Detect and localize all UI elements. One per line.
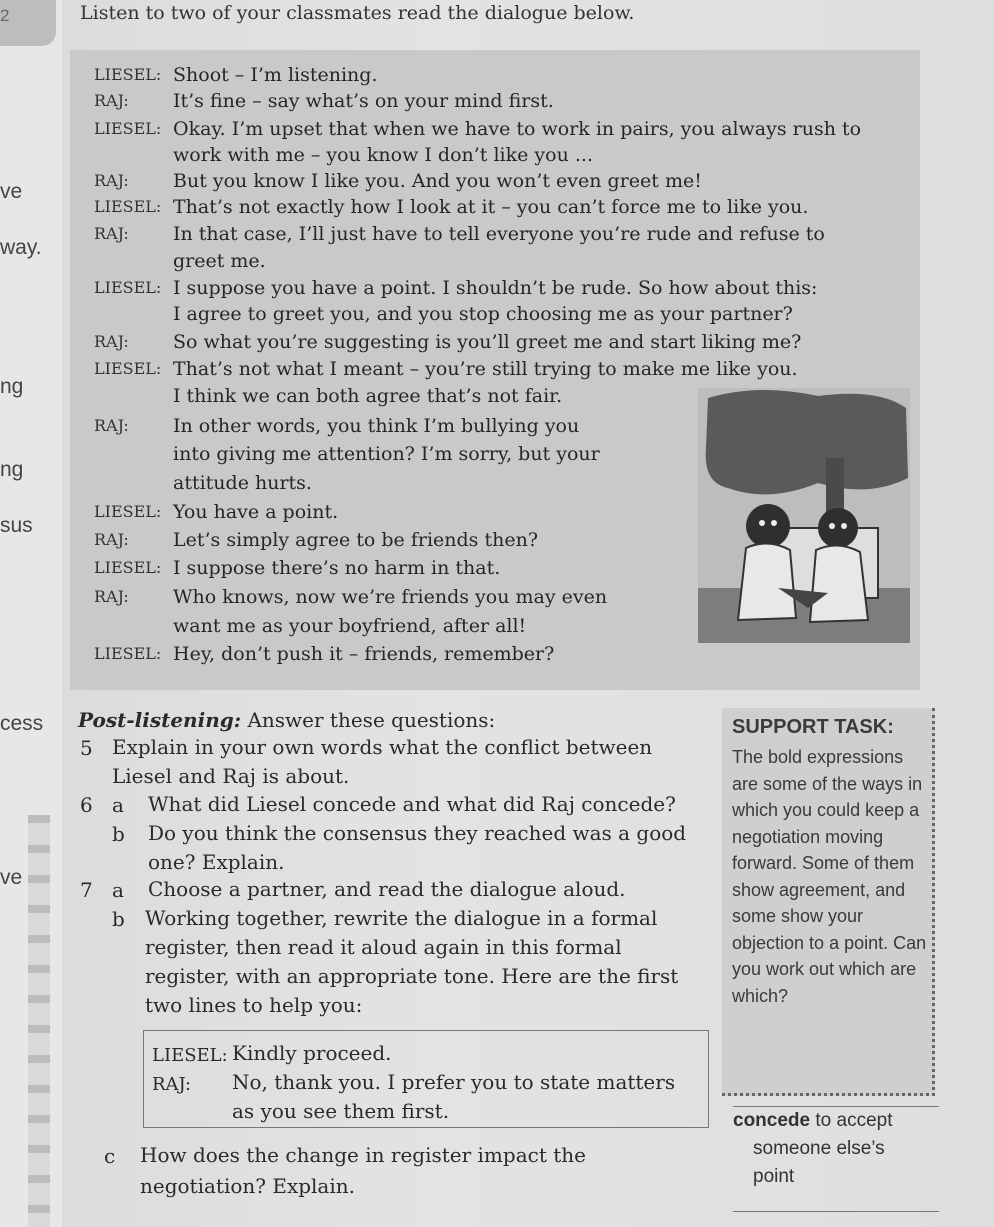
speaker-label: LIESEL:: [94, 359, 162, 378]
question-letter: b: [112, 822, 125, 846]
speech-line: Okay. I’m upset that when we have to work in pairs, you always rush to: [173, 118, 862, 140]
speaker-label: RAJ:: [152, 1074, 192, 1095]
speech-line: Shoot – I’m listening.: [173, 64, 378, 86]
speaker-label: LIESEL:: [94, 644, 162, 663]
students-under-tree-illustration: [698, 388, 910, 643]
speech-line: work with me – you know I don’t like you ...: [173, 144, 593, 166]
speech-line: So what you’re suggesting is you’ll greet me and start liking me?: [173, 331, 802, 353]
question-6b-line: one? Explain.: [148, 850, 285, 874]
speaker-label: RAJ:: [94, 91, 129, 110]
speech-line: You have a point.: [173, 501, 339, 523]
speaker-label: LIESEL:: [152, 1045, 228, 1066]
speaker-label: LIESEL:: [94, 65, 162, 84]
margin-fragment: ve: [0, 866, 23, 889]
margin-fragment: way.: [0, 236, 42, 259]
support-task-title: SUPPORT TASK:: [732, 716, 894, 738]
example-line: Kindly proceed.: [232, 1041, 392, 1065]
speech-line: That’s not exactly how I look at it – you can’t force me to like you.: [173, 196, 809, 218]
margin-fragment: ng: [0, 458, 24, 481]
question-6b-line: Do you think the consensus they reached was a good: [148, 821, 687, 845]
question-number: 6: [80, 793, 93, 817]
question-7b-line: Working together, rewrite the dialogue in a formal: [145, 906, 658, 930]
speech-line: greet me.: [173, 250, 266, 272]
question-7a: Choose a partner, and read the dialogue aloud.: [148, 877, 626, 901]
question-number: 7: [80, 878, 93, 902]
glossary-box: [733, 1106, 939, 1212]
glossary-definition: someone else’s: [753, 1138, 885, 1159]
speech-line: I think we can both agree that’s not fair.: [173, 385, 563, 407]
speaker-label: RAJ:: [94, 171, 129, 190]
speech-line: Hey, don’t push it – friends, remember?: [173, 643, 555, 665]
question-6a: What did Liesel concede and what did Raj concede?: [148, 792, 676, 816]
question-letter: c: [104, 1144, 116, 1168]
question-5-line: Liesel and Raj is about.: [112, 764, 350, 788]
question-letter: a: [112, 878, 124, 902]
speech-line: It’s fine – say what’s on your mind first.: [173, 90, 554, 112]
question-number: 5: [80, 736, 93, 760]
speaker-label: LIESEL:: [94, 502, 162, 521]
question-7b-line: register, then read it aloud again in this formal: [145, 935, 622, 959]
margin-fragment: ve: [0, 180, 23, 203]
support-task-body: The bold expressions are some of the ways in which you could keep a negotiation moving forward. Some of them show agreement, and some show your objection to a point. Can you work out which are which?: [732, 747, 927, 1006]
listening-instruction: Listen to two of your classmates read the dialogue below.: [80, 2, 635, 24]
speaker-label: RAJ:: [94, 332, 129, 351]
speaker-label: RAJ:: [94, 530, 129, 549]
speech-line: attitude hurts.: [173, 472, 312, 494]
question-7b-line: two lines to help you:: [145, 993, 363, 1017]
previous-page-margin: [0, 0, 62, 1227]
speech-line: I suppose you have a point. I shouldn’t be rude. So how about this:: [173, 277, 818, 299]
question-7c-line: How does the change in register impact the: [140, 1143, 586, 1167]
speech-line: want me as your boyfriend, after all!: [173, 615, 527, 637]
page-number: 2: [0, 6, 10, 25]
post-listening-instruction: Answer these questions:: [241, 708, 496, 732]
example-line: No, thank you. I prefer you to state matters: [232, 1070, 676, 1094]
speaker-label: RAJ:: [94, 587, 129, 606]
glossary-term: concede: [733, 1110, 811, 1131]
speaker-label: LIESEL:: [94, 278, 162, 297]
support-task-box: [722, 708, 935, 1096]
glossary-definition: to accept: [810, 1110, 893, 1131]
speech-line: I suppose there’s no harm in that.: [173, 557, 501, 579]
margin-fragment: ng: [0, 375, 24, 398]
speaker-label: RAJ:: [94, 224, 129, 243]
speech-line: I agree to greet you, and you stop choosing me as your partner?: [173, 303, 793, 325]
question-letter: a: [112, 793, 124, 817]
question-7c-line: negotiation? Explain.: [140, 1174, 355, 1198]
question-letter: b: [112, 907, 125, 931]
speaker-label: LIESEL:: [94, 119, 162, 138]
speech-line: Let’s simply agree to be friends then?: [173, 529, 539, 551]
example-line: as you see them first.: [232, 1099, 450, 1123]
speech-line: In that case, I’ll just have to tell everyone you’re rude and refuse to: [173, 223, 825, 245]
speaker-label: RAJ:: [94, 416, 129, 435]
spine-binding: [28, 815, 50, 1227]
speech-line: Who knows, now we’re friends you may even: [173, 586, 608, 608]
speech-line: That’s not what I meant – you’re still trying to make me like you.: [173, 358, 798, 380]
page-number-tab: [0, 0, 56, 46]
speech-line: into giving me attention? I’m sorry, but your: [173, 443, 600, 465]
margin-fragment: cess: [0, 712, 44, 735]
speech-line: In other words, you think I’m bullying you: [173, 415, 580, 437]
post-listening-label: Post-listening:: [78, 708, 242, 732]
speaker-label: LIESEL:: [94, 197, 162, 216]
post-listening-heading: [78, 708, 495, 732]
formal-register-example-box: [143, 1030, 709, 1128]
speech-line: But you know I like you. And you won’t even greet me!: [173, 170, 702, 192]
glossary-definition: point: [753, 1166, 795, 1187]
speaker-label: LIESEL:: [94, 558, 162, 577]
margin-fragment: sus: [0, 514, 33, 537]
question-5-line: Explain in your own words what the conflict between: [112, 735, 653, 759]
question-7b-line: register, with an appropriate tone. Here are the first: [145, 964, 679, 988]
